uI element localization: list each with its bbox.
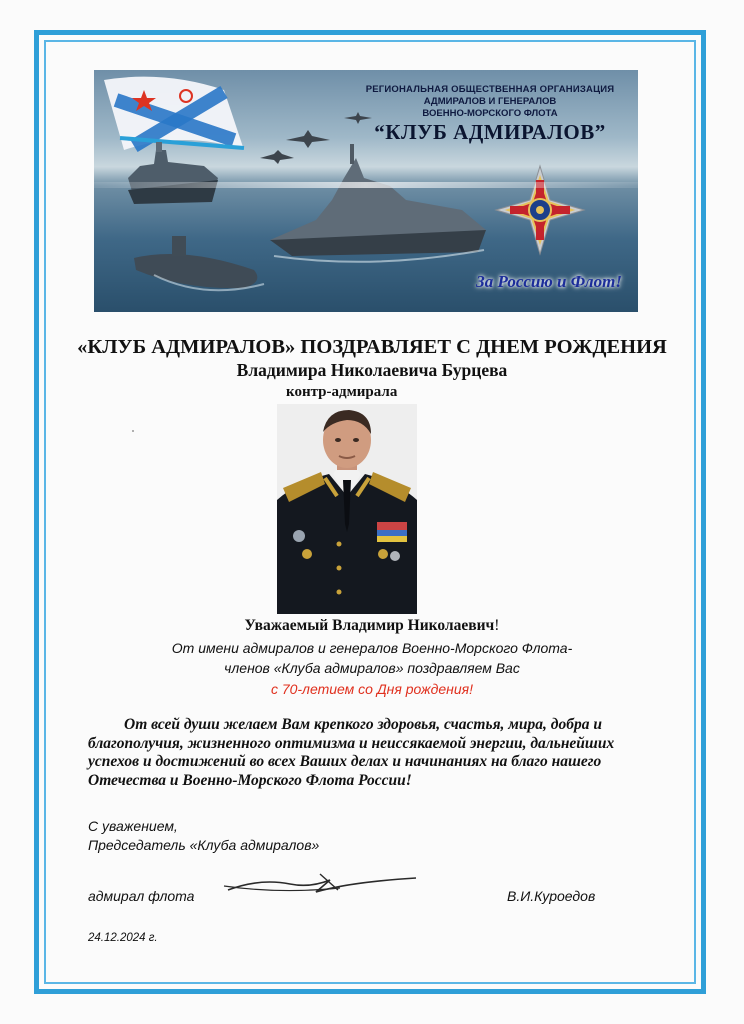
officer-portrait-icon xyxy=(277,404,417,614)
signer-name: В.И.Куроедов xyxy=(507,888,596,904)
document-date: 24.12.2024 г. xyxy=(88,932,158,944)
submarine-icon xyxy=(134,236,264,290)
closing-chair: Председатель «Клуба адмиралов» xyxy=(88,837,320,853)
greeting-text: Уважаемый Владимир Николаевич xyxy=(244,617,495,634)
anniversary-line: с 70-летием со Дня рождения! xyxy=(270,681,474,697)
org-line-1: РЕГИОНАЛЬНАЯ ОБЩЕСТВЕННАЯ ОРГАНИЗАЦИЯ xyxy=(365,84,615,95)
order-star-icon xyxy=(496,166,584,254)
signature-icon xyxy=(220,868,420,903)
header-banner xyxy=(94,70,638,312)
greeting-mark: ! xyxy=(494,617,500,634)
wish-line-2: благополучия, жизненного оптимизма и неиссякаемой энергии, дальнейших xyxy=(88,734,615,752)
greeting xyxy=(0,617,744,635)
org-name: “КЛУБ АДМИРАЛОВ” xyxy=(374,120,606,144)
org-line-2: АДМИРАЛОВ И ГЕНЕРАЛОВ xyxy=(423,96,557,107)
naval-flag-icon xyxy=(104,77,244,150)
aircraft-carrier-icon xyxy=(128,142,218,204)
org-line-3: ВОЕННО-МОРСКОГО ФЛОТА xyxy=(422,108,558,119)
motto: За Россию и Флот! xyxy=(476,272,622,291)
sea-horizon xyxy=(94,182,638,188)
organization-title xyxy=(350,84,630,144)
congrats-title: «КЛУБ АДМИРАЛОВ» ПОЗДРАВЛЯЕТ С ДНЕМ РОЖДЕНИЯ xyxy=(77,336,667,358)
wish-paragraph xyxy=(88,716,648,790)
portrait-photo xyxy=(277,404,417,614)
wish-line-3: успехов и достижений во всех Ваших делах и начинаниях на благо нашего xyxy=(88,753,602,770)
person-rank: контр-адмирала xyxy=(286,384,398,400)
message-line-2: членов «Клуба адмиралов» поздравляем Вас xyxy=(224,660,520,676)
wish-line-4: Отечества и Военно-Морского Флота России! xyxy=(88,771,412,789)
cruiser-icon xyxy=(270,144,486,262)
closing-respect: С уважением, xyxy=(88,818,178,834)
speck xyxy=(132,430,134,432)
wish-line-1: От всей души желаем Вам крепкого здоровья, счастья, мира, добра и xyxy=(124,716,602,733)
signer-rank: адмирал флота xyxy=(88,888,195,904)
message-line-1: От имени адмиралов и генералов Военно-Морского Флота- xyxy=(171,640,573,656)
person-name: Владимира Николаевича Бурцева xyxy=(236,360,508,380)
